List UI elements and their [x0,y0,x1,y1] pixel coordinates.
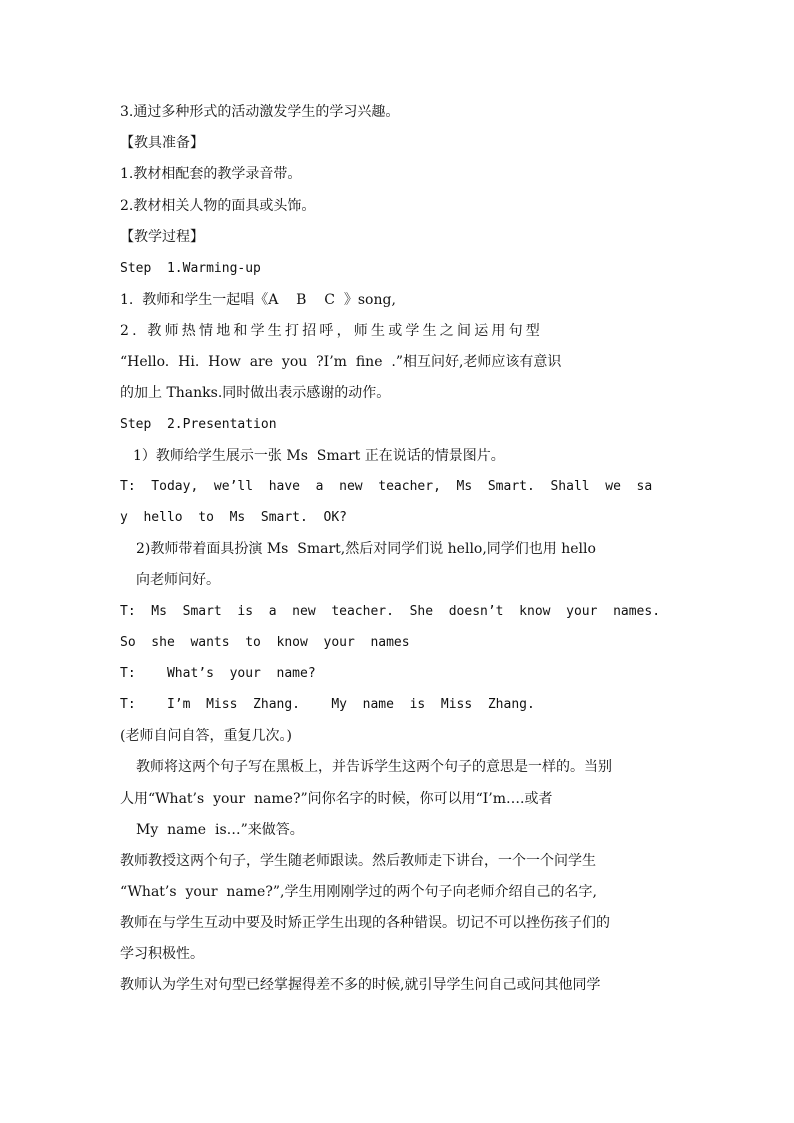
text-line: 教师教授这两个句子，学生随老师跟读。然后教师走下讲台，一个一个问学生 [120,853,596,869]
text-line: 学习积极性。 [120,946,204,962]
text-line: 2.教材相关人物的面具或头饰。 [120,198,316,214]
dialogue-line: T: What’s your name? [120,666,316,681]
dialogue-line: T: I’m Miss Zhang. My name is Miss Zhang. [120,697,535,712]
dialogue-line: T: Ms Smart is a new teacher. She doesn’t know your names. [120,604,661,619]
step-heading: Step 1.Warming-up [120,261,261,276]
text-line: 的加上 Thanks.同时做出表示感谢的动作。 [120,385,391,401]
step-heading: Step 2.Presentation [120,417,277,432]
section-heading: 【教学过程】 [120,229,204,245]
text-line: 向老师问好。 [136,572,220,588]
text-line: 1.教材相配套的教学录音带。 [120,166,302,182]
text-line: “What’s your name?”,学生用刚刚学过的两个句子向老师介绍自己的名字, [120,884,597,900]
dialogue-line: y hello to Ms Smart. OK? [120,510,347,525]
text-line: 2)教师带着面具扮演 Ms Smart,然后对同学们说 hello,同学们也用 hello [136,541,596,557]
text-line: My name is…”来做答。 [136,822,304,838]
text-line: 教师认为学生对句型已经掌握得差不多的时候,就引导学生问自己或问其他同学 [120,977,601,993]
text-line: 教师在与学生互动中要及时矫正学生出现的各种错误。切记不可以挫伤孩子们的 [120,915,610,931]
section-heading: 【教具准备】 [120,135,204,151]
text-line: 人用“What’s your name?”问你名字的时候，你可以用“I’m….或者 [120,791,553,807]
text-line: 3.通过多种形式的活动激发学生的学习兴趣。 [120,104,400,120]
dialogue-line: So she wants to know your names [120,635,410,650]
text-line: “Hello. Hi. How are you ?I’m fine .”相互问好,老师应该有意识 [120,354,562,370]
text-line: 1. 教师和学生一起唱《A B C 》song, [120,292,396,308]
text-line: 1）教师给学生展示一张 Ms Smart 正在说话的情景图片。 [133,448,505,464]
text-line: 教师将这两个句子写在黑板上，并告诉学生这两个句子的意思是一样的。当别 [136,759,612,775]
dialogue-line: T: Today, we’ll have a new teacher, Ms Smart. Shall we sa [120,479,653,494]
text-line: 2. 教师热情地和学生打招呼，师生或学生之间运用句型 [120,323,544,339]
text-line: (老师自问自答，重复几次。) [120,728,292,744]
